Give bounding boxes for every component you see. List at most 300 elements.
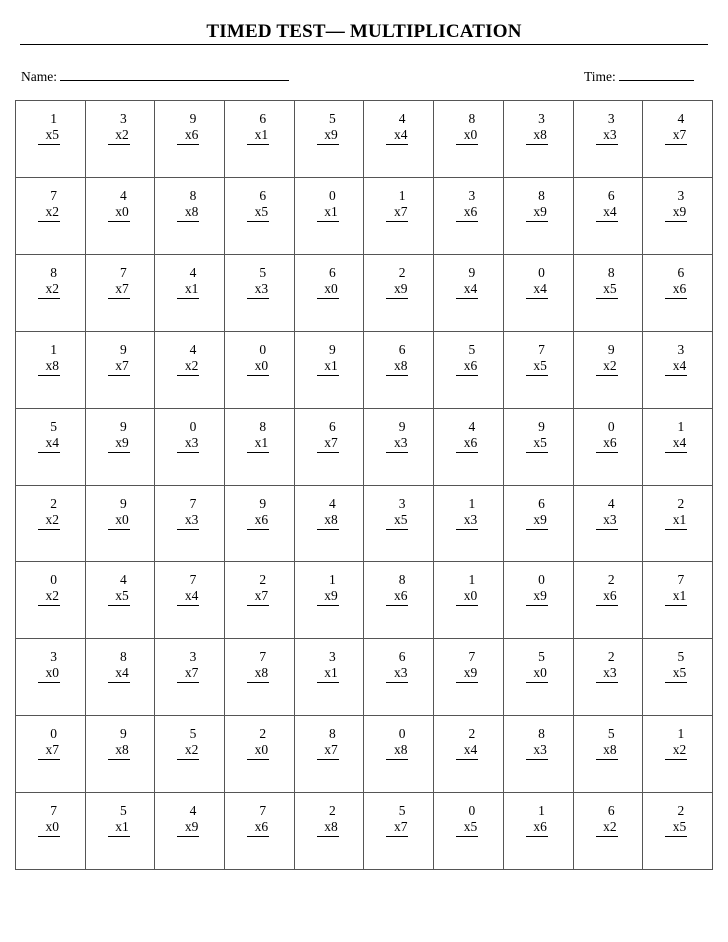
- problem-cell[interactable]: [574, 562, 644, 639]
- problem-cell[interactable]: [574, 101, 644, 178]
- multiplication-problem: [665, 803, 687, 837]
- multiplier: x4: [526, 281, 548, 299]
- multiplier: x6: [456, 435, 478, 453]
- multiplier: x8: [108, 742, 130, 760]
- problem-cell[interactable]: [504, 562, 574, 639]
- name-blank-line[interactable]: [60, 67, 289, 81]
- problem-cell[interactable]: [574, 255, 644, 332]
- problem-cell[interactable]: [86, 332, 156, 409]
- multiplication-problem: [177, 342, 199, 376]
- multiplication-problem: [665, 726, 687, 760]
- problem-cell[interactable]: [86, 101, 156, 178]
- problem-cell[interactable]: [643, 409, 713, 486]
- multiplication-problem: [177, 726, 199, 760]
- multiplicand: 6: [329, 264, 336, 280]
- multiplier: x0: [38, 665, 60, 683]
- multiplication-problem: [386, 803, 408, 837]
- multiplication-problem: [38, 572, 60, 606]
- multiplication-problem: [317, 572, 339, 606]
- multiplier: x7: [665, 127, 687, 145]
- multiplication-problem: [108, 111, 130, 145]
- multiplicand: 2: [259, 572, 267, 588]
- multiplicand: 6: [677, 264, 685, 280]
- multiplication-problem: [247, 572, 269, 606]
- multiplication-problem: [247, 188, 269, 222]
- multiplier: x0: [108, 204, 130, 222]
- problem-cell[interactable]: [86, 178, 156, 255]
- problem-cell[interactable]: [16, 716, 86, 793]
- problem-cell[interactable]: [86, 716, 156, 793]
- problem-cell[interactable]: [364, 793, 434, 870]
- problem-cell[interactable]: [434, 409, 504, 486]
- problem-cell[interactable]: [364, 332, 434, 409]
- time-blank-line[interactable]: [619, 67, 694, 81]
- multiplier: x6: [665, 281, 687, 299]
- multiplication-problem: [526, 649, 548, 683]
- problem-cell[interactable]: [643, 639, 713, 716]
- multiplication-problem: [177, 111, 199, 145]
- problem-cell[interactable]: [295, 562, 365, 639]
- multiplication-problem: [665, 265, 687, 299]
- problem-cell[interactable]: [643, 716, 713, 793]
- multiplier: x0: [456, 588, 478, 606]
- multiplier: x4: [456, 281, 478, 299]
- multiplier: x5: [526, 435, 548, 453]
- multiplicand: 0: [50, 572, 57, 588]
- problem-cell[interactable]: [295, 486, 365, 563]
- problem-cell[interactable]: [16, 562, 86, 639]
- multiplicand: 1: [50, 111, 57, 126]
- multiplicand: 6: [259, 187, 267, 203]
- problem-cell[interactable]: [504, 639, 574, 716]
- multiplier: x8: [526, 127, 548, 145]
- multiplicand: 5: [189, 726, 197, 742]
- multiplicand: 0: [50, 726, 57, 742]
- multiplier: x2: [108, 127, 130, 145]
- multiplicand: 7: [259, 803, 267, 819]
- problem-cell[interactable]: [86, 255, 156, 332]
- problem-cell[interactable]: [225, 178, 295, 255]
- problem-cell[interactable]: [295, 639, 365, 716]
- multiplicand: 9: [189, 111, 197, 126]
- multiplication-problem: [526, 726, 548, 760]
- problem-cell[interactable]: [86, 486, 156, 563]
- multiplicand: 5: [398, 803, 406, 819]
- multiplier: x6: [456, 204, 478, 222]
- multiplicand: 5: [468, 341, 476, 357]
- problem-cell[interactable]: [504, 409, 574, 486]
- multiplier: x2: [38, 512, 60, 530]
- multiplicand: 0: [398, 726, 406, 742]
- multiplicand: 3: [189, 649, 197, 665]
- problem-cell[interactable]: [225, 793, 295, 870]
- multiplier: x7: [317, 742, 339, 760]
- multiplication-problem: [317, 649, 339, 683]
- problem-cell[interactable]: [295, 716, 365, 793]
- multiplicand: 4: [189, 341, 197, 357]
- multiplier: x7: [108, 281, 130, 299]
- multiplicand: 2: [677, 803, 685, 819]
- multiplicand: 5: [259, 264, 267, 280]
- problem-cell[interactable]: [364, 716, 434, 793]
- multiplier: x5: [38, 127, 60, 145]
- multiplication-problem: [386, 265, 408, 299]
- multiplication-problem: [38, 188, 60, 222]
- problem-cell[interactable]: [643, 562, 713, 639]
- multiplier: x0: [247, 742, 269, 760]
- problem-cell[interactable]: [364, 101, 434, 178]
- multiplier: x7: [386, 819, 408, 837]
- problem-cell[interactable]: [504, 178, 574, 255]
- problem-cell[interactable]: [574, 793, 644, 870]
- problem-cell[interactable]: [225, 409, 295, 486]
- problem-cell[interactable]: [155, 562, 225, 639]
- problem-cell[interactable]: [16, 332, 86, 409]
- problem-cell[interactable]: [574, 409, 644, 486]
- multiplicand: 2: [677, 495, 685, 511]
- multiplier: x2: [596, 358, 618, 376]
- problem-cell[interactable]: [643, 178, 713, 255]
- multiplication-problem: [177, 572, 199, 606]
- multiplication-problem: [38, 649, 60, 683]
- multiplier: x1: [247, 435, 269, 453]
- multiplicand: 9: [468, 264, 476, 280]
- multiplication-problem: [596, 726, 618, 760]
- multiplicand: 5: [607, 726, 615, 742]
- multiplier: x9: [177, 819, 199, 837]
- multiplier: x0: [108, 512, 130, 530]
- multiplicand: 8: [468, 111, 476, 126]
- multiplication-problem: [596, 188, 618, 222]
- title-divider: [20, 44, 708, 45]
- multiplier: x5: [596, 281, 618, 299]
- multiplicand: 6: [329, 418, 336, 434]
- multiplier: x1: [317, 358, 339, 376]
- multiplicand: 2: [50, 495, 57, 511]
- problem-cell[interactable]: [225, 332, 295, 409]
- problem-cell[interactable]: [155, 639, 225, 716]
- multiplier: x4: [386, 127, 408, 145]
- multiplier: x6: [596, 588, 618, 606]
- multiplication-problem: [177, 265, 199, 299]
- problem-cell[interactable]: [86, 562, 156, 639]
- multiplier: x2: [38, 281, 60, 299]
- multiplicand: 8: [398, 572, 406, 588]
- multiplicand: 4: [329, 495, 336, 511]
- problem-cell[interactable]: [504, 716, 574, 793]
- multiplicand: 6: [398, 341, 406, 357]
- problem-cell[interactable]: [434, 486, 504, 563]
- multiplier: x3: [177, 512, 199, 530]
- multiplicand: 4: [189, 803, 197, 819]
- problem-cell[interactable]: [225, 716, 295, 793]
- multiplier: x8: [177, 204, 199, 222]
- multiplier: x2: [38, 588, 60, 606]
- multiplicand: 1: [329, 572, 336, 588]
- problem-cell[interactable]: [155, 793, 225, 870]
- multiplication-problem: [596, 496, 618, 530]
- problem-cell[interactable]: [155, 101, 225, 178]
- multiplier: x5: [665, 819, 687, 837]
- multiplier: x2: [177, 742, 199, 760]
- multiplier: x8: [317, 512, 339, 530]
- multiplication-problem: [38, 803, 60, 837]
- multiplication-problem: [596, 419, 618, 453]
- problem-cell[interactable]: [16, 178, 86, 255]
- multiplication-problem: [526, 572, 548, 606]
- multiplication-problem: [247, 111, 269, 145]
- multiplication-problem: [317, 188, 339, 222]
- multiplicand: 3: [677, 341, 685, 357]
- multiplicand: 5: [677, 649, 685, 665]
- multiplier: x1: [108, 819, 130, 837]
- problem-cell[interactable]: [504, 255, 574, 332]
- problem-cell[interactable]: [16, 639, 86, 716]
- problem-cell[interactable]: [225, 255, 295, 332]
- multiplier: x7: [108, 358, 130, 376]
- multiplicand: 8: [189, 187, 197, 203]
- multiplicand: 3: [398, 495, 406, 511]
- multiplicand: 3: [329, 649, 336, 665]
- multiplication-problem: [456, 342, 478, 376]
- problem-cell[interactable]: [504, 101, 574, 178]
- problem-cell[interactable]: [295, 409, 365, 486]
- multiplication-problem: [526, 342, 548, 376]
- multiplication-problem: [665, 188, 687, 222]
- multiplier: x4: [177, 588, 199, 606]
- multiplicand: 3: [50, 649, 57, 665]
- problem-cell[interactable]: [16, 793, 86, 870]
- problem-cell[interactable]: [434, 255, 504, 332]
- problem-cell[interactable]: [155, 255, 225, 332]
- problem-cell[interactable]: [364, 409, 434, 486]
- problem-cell[interactable]: [155, 716, 225, 793]
- multiplication-problem: [456, 803, 478, 837]
- multiplier: x9: [108, 435, 130, 453]
- multiplicand: 5: [119, 803, 127, 819]
- multiplicand: 8: [607, 264, 615, 280]
- multiplier: x9: [665, 204, 687, 222]
- problem-cell[interactable]: [643, 332, 713, 409]
- multiplier: x5: [108, 588, 130, 606]
- multiplication-problem: [177, 803, 199, 837]
- multiplication-problem: [247, 265, 269, 299]
- multiplier: x8: [596, 742, 618, 760]
- multiplier: x6: [247, 512, 269, 530]
- multiplication-problem: [456, 572, 478, 606]
- problem-cell[interactable]: [364, 178, 434, 255]
- problem-cell[interactable]: [504, 332, 574, 409]
- multiplicand: 7: [189, 495, 197, 511]
- name-field[interactable]: [21, 67, 289, 85]
- multiplication-problem: [665, 572, 687, 606]
- problem-cell[interactable]: [295, 793, 365, 870]
- multiplier: x7: [177, 665, 199, 683]
- multiplier: x3: [456, 512, 478, 530]
- multiplication-problem: [386, 419, 408, 453]
- multiplier: x5: [386, 512, 408, 530]
- multiplier: x5: [247, 204, 269, 222]
- multiplicand: 0: [189, 418, 197, 434]
- problem-cell[interactable]: [434, 562, 504, 639]
- multiplication-problem: [596, 572, 618, 606]
- multiplicand: 6: [607, 187, 615, 203]
- multiplication-problem: [456, 265, 478, 299]
- multiplication-problem: [526, 111, 548, 145]
- problem-cell[interactable]: [574, 716, 644, 793]
- multiplicand: 3: [119, 111, 127, 126]
- problem-cell[interactable]: [86, 793, 156, 870]
- multiplicand: 2: [607, 572, 615, 588]
- multiplication-problem: [526, 265, 548, 299]
- multiplier: x1: [247, 127, 269, 145]
- problem-cell[interactable]: [643, 793, 713, 870]
- multiplication-problem: [108, 419, 130, 453]
- multiplication-problem: [596, 803, 618, 837]
- multiplication-problem: [38, 111, 60, 145]
- multiplication-problem: [386, 726, 408, 760]
- multiplication-problem: [456, 419, 478, 453]
- problem-cell[interactable]: [434, 101, 504, 178]
- problem-grid: [15, 100, 713, 870]
- multiplier: x2: [665, 742, 687, 760]
- multiplicand: 8: [329, 726, 336, 742]
- problem-cell[interactable]: [16, 101, 86, 178]
- multiplier: x1: [177, 281, 199, 299]
- multiplicand: 9: [329, 341, 336, 357]
- multiplication-problem: [386, 496, 408, 530]
- problem-cell[interactable]: [364, 562, 434, 639]
- multiplier: x9: [317, 127, 339, 145]
- multiplicand: 6: [398, 649, 406, 665]
- problem-cell[interactable]: [155, 486, 225, 563]
- problem-cell[interactable]: [155, 178, 225, 255]
- problem-cell[interactable]: [295, 178, 365, 255]
- multiplicand: 1: [468, 495, 476, 511]
- multiplier: x9: [526, 588, 548, 606]
- multiplication-problem: [177, 419, 199, 453]
- multiplication-problem: [317, 726, 339, 760]
- problem-cell[interactable]: [643, 486, 713, 563]
- multiplicand: 0: [538, 264, 545, 280]
- problem-cell[interactable]: [574, 486, 644, 563]
- multiplicand: 5: [50, 418, 57, 434]
- multiplication-problem: [108, 188, 130, 222]
- problem-cell[interactable]: [574, 332, 644, 409]
- problem-cell[interactable]: [434, 639, 504, 716]
- multiplication-problem: [247, 649, 269, 683]
- problem-cell[interactable]: [434, 793, 504, 870]
- multiplication-problem: [247, 726, 269, 760]
- multiplicand: 0: [607, 418, 615, 434]
- multiplicand: 4: [677, 111, 685, 126]
- multiplicand: 5: [538, 649, 545, 665]
- multiplier: x4: [665, 358, 687, 376]
- multiplication-problem: [317, 496, 339, 530]
- multiplier: x7: [247, 588, 269, 606]
- time-field[interactable]: [584, 67, 694, 85]
- multiplicand: 8: [50, 264, 57, 280]
- multiplication-problem: [108, 649, 130, 683]
- problem-cell[interactable]: [155, 409, 225, 486]
- problem-cell[interactable]: [643, 101, 713, 178]
- multiplication-problem: [317, 803, 339, 837]
- problem-cell[interactable]: [16, 486, 86, 563]
- multiplicand: 3: [607, 111, 615, 126]
- time-label: Time:: [584, 69, 616, 84]
- problem-cell[interactable]: [364, 639, 434, 716]
- multiplication-problem: [177, 649, 199, 683]
- multiplication-problem: [596, 342, 618, 376]
- multiplication-problem: [38, 419, 60, 453]
- multiplication-problem: [456, 496, 478, 530]
- multiplication-problem: [247, 419, 269, 453]
- problem-cell[interactable]: [225, 486, 295, 563]
- multiplicand: 2: [607, 649, 615, 665]
- problem-cell[interactable]: [434, 178, 504, 255]
- problem-cell[interactable]: [504, 793, 574, 870]
- problem-cell[interactable]: [643, 255, 713, 332]
- problem-cell[interactable]: [295, 332, 365, 409]
- problem-cell[interactable]: [295, 101, 365, 178]
- problem-cell[interactable]: [225, 562, 295, 639]
- multiplier: x0: [456, 127, 478, 145]
- problem-cell[interactable]: [364, 255, 434, 332]
- multiplication-problem: [38, 265, 60, 299]
- problem-cell[interactable]: [155, 332, 225, 409]
- multiplier: x5: [526, 358, 548, 376]
- multiplicand: 5: [329, 111, 336, 126]
- problem-cell[interactable]: [434, 332, 504, 409]
- multiplication-problem: [108, 496, 130, 530]
- multiplication-problem: [526, 188, 548, 222]
- multiplication-problem: [108, 726, 130, 760]
- multiplier: x7: [317, 435, 339, 453]
- problem-cell[interactable]: [225, 639, 295, 716]
- multiplier: x2: [38, 204, 60, 222]
- multiplicand: 3: [468, 187, 476, 203]
- problem-cell[interactable]: [434, 716, 504, 793]
- problem-cell[interactable]: [225, 101, 295, 178]
- multiplier: x9: [317, 588, 339, 606]
- multiplicand: 0: [538, 572, 545, 588]
- multiplier: x8: [38, 358, 60, 376]
- multiplication-problem: [386, 649, 408, 683]
- multiplication-problem: [386, 342, 408, 376]
- problem-cell[interactable]: [364, 486, 434, 563]
- multiplier: x2: [596, 819, 618, 837]
- problem-cell[interactable]: [86, 639, 156, 716]
- problem-cell[interactable]: [295, 255, 365, 332]
- multiplication-problem: [456, 188, 478, 222]
- problem-cell[interactable]: [16, 255, 86, 332]
- multiplication-problem: [317, 111, 339, 145]
- problem-cell[interactable]: [574, 178, 644, 255]
- multiplication-problem: [526, 803, 548, 837]
- multiplier: x6: [526, 819, 548, 837]
- multiplier: x3: [247, 281, 269, 299]
- multiplicand: 8: [538, 187, 545, 203]
- multiplier: x4: [456, 742, 478, 760]
- problem-cell[interactable]: [504, 486, 574, 563]
- problem-cell[interactable]: [86, 409, 156, 486]
- problem-cell[interactable]: [574, 639, 644, 716]
- multiplicand: 7: [50, 187, 57, 203]
- problem-cell[interactable]: [16, 409, 86, 486]
- multiplicand: 4: [189, 264, 197, 280]
- multiplicand: 7: [468, 649, 476, 665]
- multiplicand: 8: [259, 418, 267, 434]
